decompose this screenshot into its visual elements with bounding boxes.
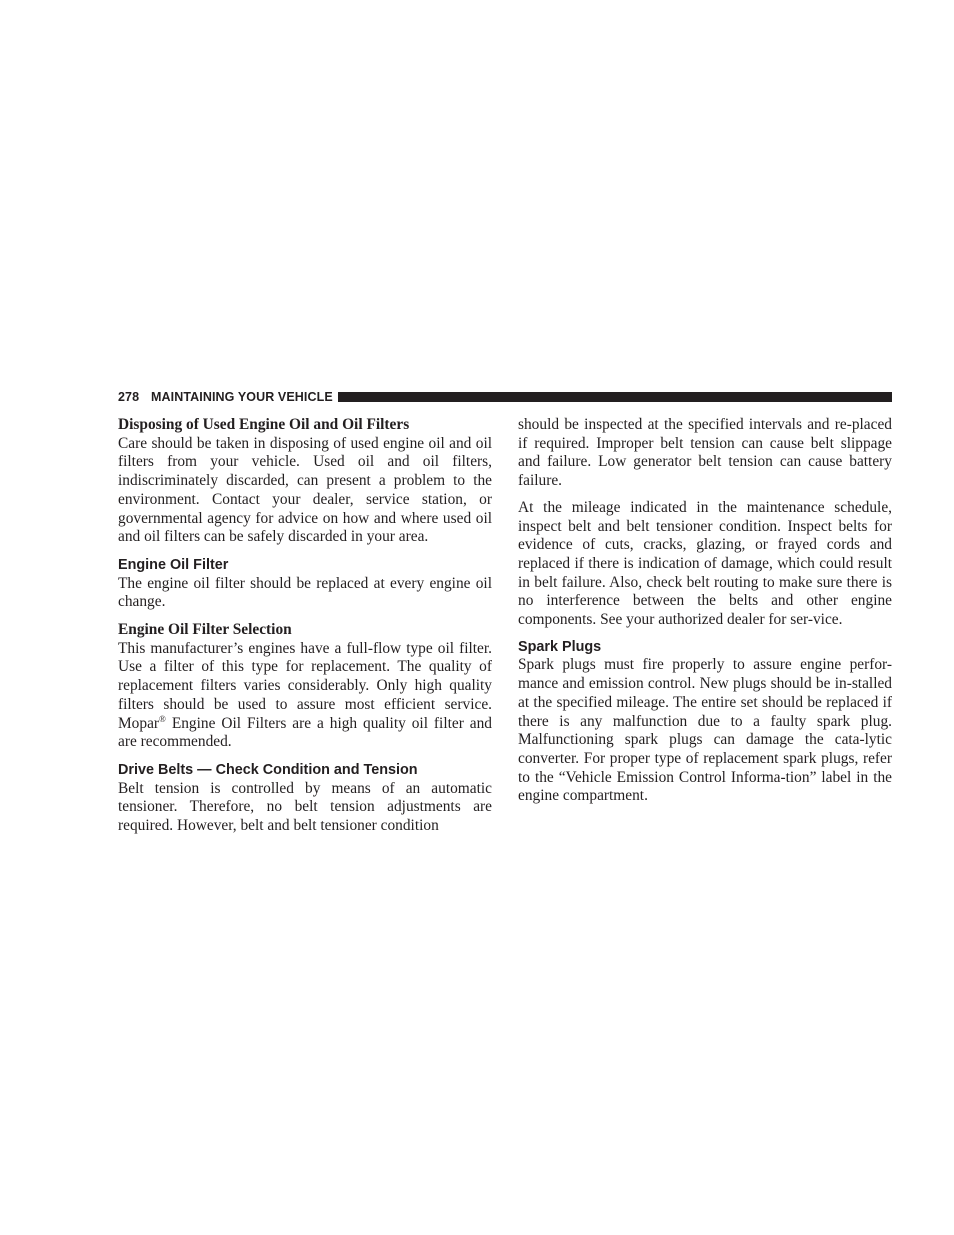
header-rule-bar (338, 392, 892, 402)
engine-oil-filter-text: The engine oil filter should be replaced at every engine oil change. (118, 574, 492, 611)
disposing-heading: Disposing of Used Engine Oil and Oil Filters (118, 416, 410, 433)
drive-belts-heading: Drive Belts — Check Condition and Tension (118, 761, 418, 778)
spark-plugs-section (518, 638, 892, 806)
filter-selection-heading: Engine Oil Filter Selection (118, 621, 292, 639)
registered-mark: ® (159, 713, 166, 724)
drive-belts-continued-text: should be inspected at the specified intervals and re-placed if required. Improper belt tension can cause belt slippage and failure. Low generator belt tension can cause battery failure. (518, 416, 892, 490)
filter-selection-text-part2: Engine Oil Filters are a high quality oil filter and are recommended. (118, 714, 492, 751)
filter-selection-text-part1: This manufacturer’s engines have a full-flow type oil filter. Use a filter of this type for replacement. The quality of replacement filters varies considerably. Only high quality filters should be used to assure most efficient service. Mopar (118, 639, 492, 732)
mileage-paragraph: At the mileage indicated in the maintenance schedule, inspect belt and belt tensioner condition. Inspect belts for evidence of cuts, cracks, glazing, or frayed cords and replaced if there is indication of damage, which could result in belt failure. Also, check belt routing to make sure there is no interference between the belts and other engine components. See your authorized dealer for ser-vice. (518, 498, 892, 629)
engine-oil-filter-heading: Engine Oil Filter (118, 556, 229, 573)
filter-selection-section (118, 621, 492, 752)
disposing-section (118, 416, 492, 547)
filter-selection-text (118, 640, 492, 752)
left-column (118, 416, 492, 836)
engine-oil-filter-section (118, 556, 492, 612)
right-column (518, 416, 892, 806)
spark-plugs-text: Spark plugs must fire properly to assure engine perfor-mance and emission control. New plugs should be in-stalled at the specified mileage. The entire set should be replaced if there is any malfunction due to a faulty spark plug. Malfunctioning spark plugs can damage the cata-lytic converter. For proper type of replacement spark plugs, refer to the “Vehicle Emission Control Informa-tion” label in the engine compartment. (518, 656, 892, 805)
spark-plugs-heading: Spark Plugs (518, 638, 602, 655)
page-header (118, 389, 892, 407)
drive-belts-section (118, 761, 492, 836)
disposing-text: Care should be taken in disposing of used engine oil and oil filters from your vehicle. Used oil and oil filters, indiscriminately discarded, can present a problem to the environment. Contact your dealer, service station, or governmental agency for advice on how and where used oil and oil filters can be safely discarded in your area. (118, 434, 492, 546)
section-title: MAINTAINING YOUR VEHICLE (151, 390, 333, 404)
drive-belts-text: Belt tension is controlled by means of an automatic tensioner. Therefore, no belt tension adjustments are required. However, belt and belt tensioner condition (118, 779, 492, 835)
page-number: 278 (118, 390, 140, 404)
